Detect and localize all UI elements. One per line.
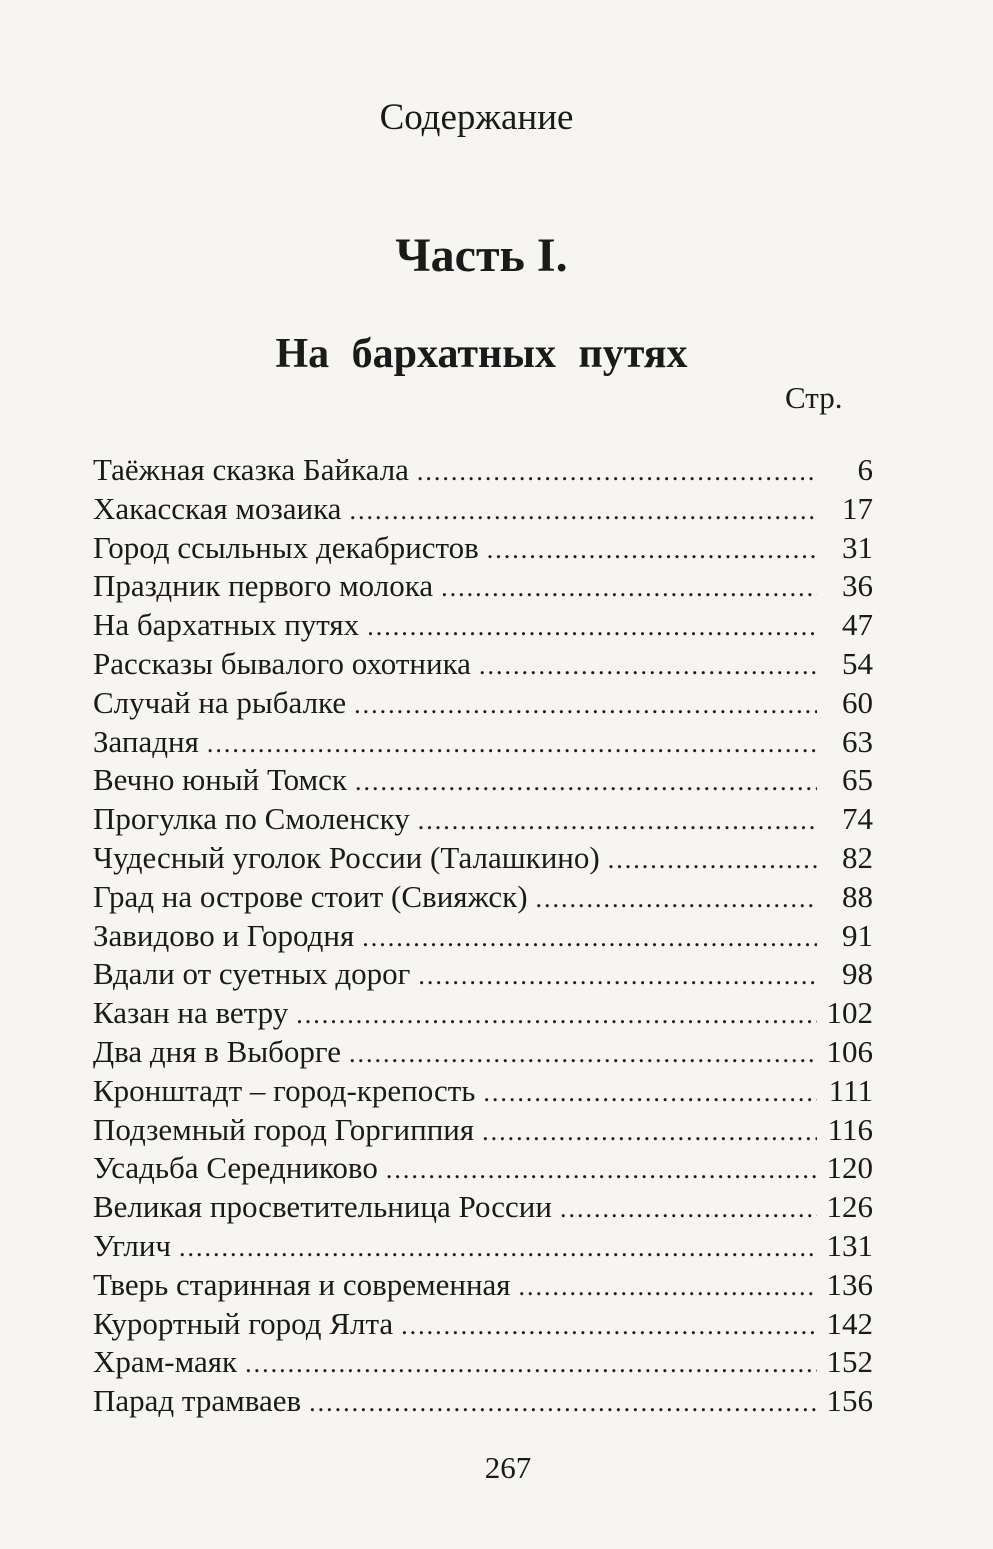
toc-entry-title: Город ссыльных декабристов (93, 529, 479, 565)
toc-entry (93, 684, 873, 723)
toc-dot-leader (362, 919, 817, 958)
toc-dot-leader (479, 647, 817, 686)
toc-entry (93, 1343, 873, 1382)
toc-entry (93, 1111, 873, 1150)
toc-entry-page: 152 (826, 1344, 873, 1380)
toc-entry-page: 60 (842, 684, 873, 720)
toc-entry-page: 74 (842, 801, 873, 837)
toc-dot-leader (560, 1190, 817, 1229)
toc-entry-page: 156 (826, 1383, 873, 1419)
toc-entry-page: 31 (842, 529, 873, 565)
toc-entry (93, 1149, 873, 1188)
toc-entry (93, 606, 873, 645)
toc-entry (93, 955, 873, 994)
contents-heading: Содержание (379, 97, 574, 138)
toc-dot-leader (401, 1307, 817, 1346)
toc-dot-leader (608, 841, 817, 880)
toc-entry-title: На бархатных путях (93, 607, 360, 643)
toc-entry-page: 116 (827, 1111, 873, 1147)
toc-entry-title: Прогулка по Смоленску (93, 801, 410, 837)
table-of-contents (93, 451, 873, 1421)
toc-entry-page: 88 (842, 878, 873, 914)
toc-entry (93, 1382, 873, 1421)
toc-dot-leader (482, 1113, 817, 1152)
toc-entry-title: Западня (93, 723, 199, 759)
toc-entry-page: 120 (826, 1150, 873, 1186)
toc-dot-leader (349, 1035, 817, 1074)
toc-entry (93, 1227, 873, 1266)
toc-entry-title: Случай на рыбалке (93, 684, 347, 720)
toc-entry (93, 1305, 873, 1344)
toc-entry-page: 142 (826, 1305, 873, 1341)
toc-entry-title: Град на острове стоит (Свияжск) (93, 878, 528, 914)
part-name-title: На бархатных путях (275, 331, 688, 377)
toc-dot-leader (309, 1384, 817, 1423)
toc-entry (93, 490, 873, 529)
toc-dot-leader (536, 880, 817, 919)
toc-entry (93, 567, 873, 606)
toc-entry-title: Тверь старинная и современная (93, 1266, 511, 1302)
toc-dot-leader (355, 763, 817, 802)
toc-entry (93, 878, 873, 917)
toc-dot-leader (441, 569, 817, 608)
toc-entry-title: Рассказы бывалого охотника (93, 645, 471, 681)
toc-entry-page: 36 (842, 568, 873, 604)
toc-entry-page: 47 (842, 607, 873, 643)
toc-entry-page: 65 (842, 762, 873, 798)
toc-dot-leader (418, 957, 817, 996)
toc-entry (93, 761, 873, 800)
toc-entry-title: Завидово и Городня (93, 917, 355, 953)
toc-entry (93, 451, 873, 490)
toc-entry-page: 63 (842, 723, 873, 759)
toc-entry (93, 1266, 873, 1305)
toc-entry-title: Праздник первого молока (93, 568, 434, 604)
toc-entry (93, 917, 873, 956)
part-number-title: Часть I. (395, 229, 568, 282)
toc-dot-leader (417, 453, 817, 492)
toc-entry-title: Чудесный уголок России (Талашкино) (93, 839, 600, 875)
toc-entry-title: Хакасская мозаика (93, 490, 342, 526)
toc-dot-leader (367, 608, 817, 647)
toc-entry-title: Кронштадт – город-крепость (93, 1072, 476, 1108)
toc-dot-leader (386, 1151, 817, 1190)
toc-dot-leader (349, 492, 817, 531)
page-number: 267 (484, 1450, 532, 1485)
toc-entry-title: Курортный город Ялта (93, 1305, 394, 1341)
toc-entry-page: 82 (842, 839, 873, 875)
toc-dot-leader (483, 1074, 817, 1113)
toc-entry-title: Великая просветительница России (93, 1189, 552, 1225)
toc-entry (93, 839, 873, 878)
toc-entry-title: Вечно юный Томск (93, 762, 347, 798)
toc-entry-title: Подземный город Горгиппия (93, 1111, 475, 1147)
toc-dot-leader (354, 686, 817, 725)
toc-entry (93, 1072, 873, 1111)
toc-entry-title: Таёжная сказка Байкала (93, 452, 409, 487)
toc-entry-title: Храм-маяк (93, 1344, 238, 1380)
toc-entry-page: 54 (842, 645, 873, 681)
toc-entry-title: Углич (93, 1227, 172, 1263)
toc-entry-page: 6 (857, 452, 873, 487)
toc-entry-page: 98 (842, 956, 873, 992)
toc-entry-page: 131 (826, 1227, 873, 1263)
toc-entry-page: 106 (826, 1033, 873, 1069)
toc-entry-title: Два дня в Выборге (93, 1033, 341, 1069)
toc-entry (93, 1033, 873, 1072)
toc-dot-leader (245, 1345, 817, 1384)
toc-entry (93, 800, 873, 839)
toc-dot-leader (418, 802, 817, 841)
toc-entry-title: Парад трамваев (93, 1383, 302, 1419)
toc-entry-page: 136 (826, 1266, 873, 1302)
toc-dot-leader (487, 531, 817, 570)
toc-dot-leader (296, 996, 817, 1035)
toc-dot-leader (207, 725, 817, 764)
toc-entry-page: 102 (826, 995, 873, 1031)
toc-dot-leader (179, 1229, 817, 1268)
toc-entry (93, 994, 873, 1033)
toc-entry-page: 126 (826, 1189, 873, 1225)
toc-entry (93, 645, 873, 684)
toc-entry (93, 1188, 873, 1227)
toc-entry-page: 17 (842, 490, 873, 526)
toc-entry-title: Казан на ветру (93, 995, 289, 1031)
toc-entry-page: 111 (828, 1072, 873, 1108)
toc-dot-leader (519, 1268, 817, 1307)
toc-entry (93, 529, 873, 568)
toc-entry-title: Вдали от суетных дорог (93, 956, 411, 992)
toc-entry (93, 723, 873, 762)
page-column-label: Стр. (785, 380, 843, 415)
toc-entry-title: Усадьба Середниково (93, 1150, 378, 1186)
toc-entry-page: 91 (842, 917, 873, 953)
